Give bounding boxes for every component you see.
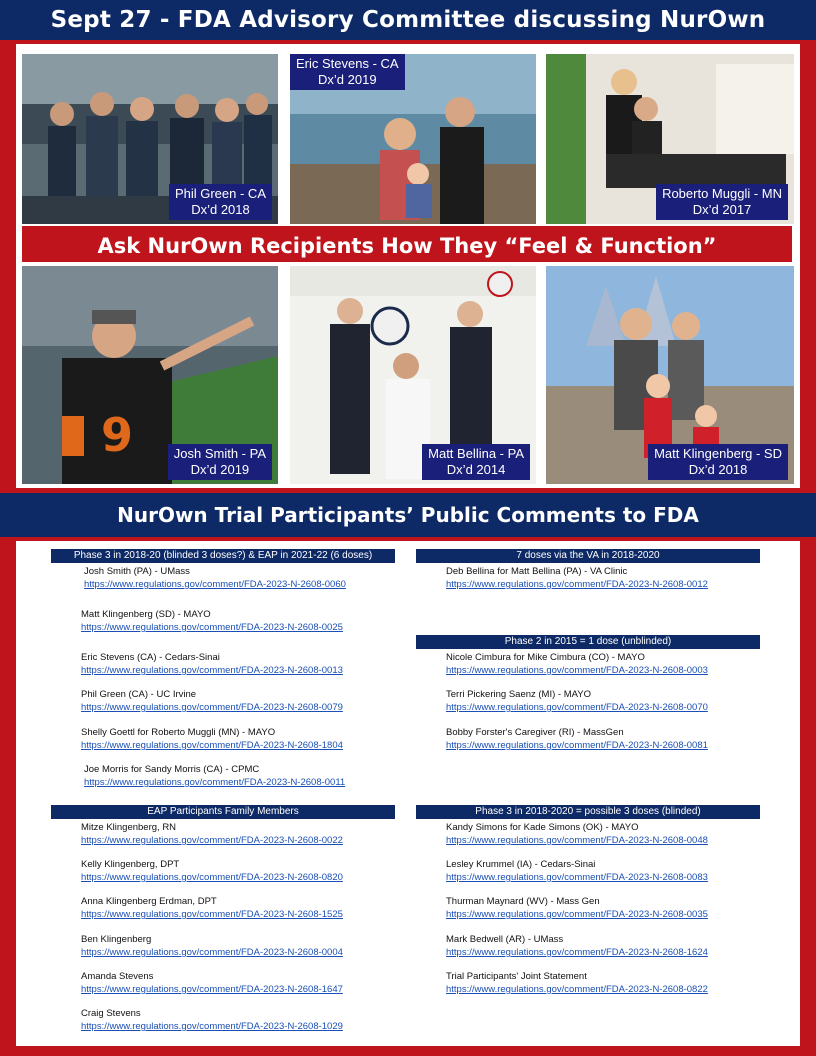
caption-name: Phil Green - CA xyxy=(174,186,266,201)
comment-entry xyxy=(84,565,346,591)
comment-entry xyxy=(84,763,345,789)
comment-entry xyxy=(446,895,708,921)
group-header-eap-family: EAP Participants Family Members xyxy=(51,805,395,819)
comment-entry xyxy=(81,726,343,752)
caption-name: Eric Stevens - CA xyxy=(296,56,399,71)
page-title: Sept 27 - FDA Advisory Committee discussing NurOwn xyxy=(0,0,816,40)
commenter-name: Craig Stevens xyxy=(81,1008,141,1019)
comment-link[interactable]: https://www.regulations.gov/comment/FDA-2023-N-2608-0822 xyxy=(446,984,708,995)
comment-link[interactable]: https://www.regulations.gov/comment/FDA-2023-N-2608-1804 xyxy=(81,740,343,751)
comment-link[interactable]: https://www.regulations.gov/comment/FDA-2023-N-2608-0079 xyxy=(81,702,343,713)
commenter-name: Kandy Simons for Kade Simons (OK) - MAYO xyxy=(446,822,639,833)
comment-entry xyxy=(81,1007,343,1033)
comment-entry xyxy=(446,933,708,959)
photo-matt-bellina xyxy=(290,266,536,484)
comment-entry xyxy=(446,565,708,591)
commenter-name: Lesley Krummel (IA) - Cedars-Sinai xyxy=(446,859,596,870)
comment-entry xyxy=(446,688,708,714)
commenter-name: Mitze Klingenberg, RN xyxy=(81,822,177,833)
comment-entry xyxy=(81,933,343,959)
comment-link[interactable]: https://www.regulations.gov/comment/FDA-2023-N-2608-1029 xyxy=(81,1021,343,1032)
comment-entry xyxy=(81,821,343,847)
comment-entry xyxy=(81,970,343,996)
commenter-name: Eric Stevens (CA) - Cedars-Sinai xyxy=(81,652,220,663)
comment-link[interactable]: https://www.regulations.gov/comment/FDA-2023-N-2608-0022 xyxy=(81,835,343,846)
commenter-name: Thurman Maynard (WV) - Mass Gen xyxy=(446,896,600,907)
comment-link[interactable]: https://www.regulations.gov/comment/FDA-2023-N-2608-0011 xyxy=(84,777,346,788)
photo-caption xyxy=(168,444,272,480)
caption-name: Matt Klingenberg - SD xyxy=(654,446,782,461)
commenter-name: Ben Klingenberg xyxy=(81,934,152,945)
comment-link[interactable]: https://www.regulations.gov/comment/FDA-2023-N-2608-0013 xyxy=(81,665,343,676)
photo-phil-green xyxy=(22,54,278,224)
photo-caption xyxy=(169,184,272,220)
caption-diagnosis: Dx’d 2018 xyxy=(688,462,748,477)
commenter-name: Terri Pickering Saenz (MI) - MAYO xyxy=(446,689,591,700)
comment-link[interactable]: https://www.regulations.gov/comment/FDA-2023-N-2608-0081 xyxy=(446,740,708,751)
photo-caption xyxy=(648,444,788,480)
commenter-name: Mark Bedwell (AR) - UMass xyxy=(446,934,564,945)
caption-name: Josh Smith - PA xyxy=(173,446,266,461)
svg-text:9: 9 xyxy=(100,408,134,462)
comment-link[interactable]: https://www.regulations.gov/comment/FDA-2023-N-2608-0003 xyxy=(446,665,708,676)
caption-diagnosis: Dx’d 2019 xyxy=(190,462,250,477)
comment-link[interactable]: https://www.regulations.gov/comment/FDA-2023-N-2608-0035 xyxy=(446,909,708,920)
commenter-name: Josh Smith (PA) - UMass xyxy=(84,566,190,577)
commenter-name: Matt Klingenberg (SD) - MAYO xyxy=(81,609,211,620)
caption-diagnosis: Dx’d 2018 xyxy=(191,202,250,217)
comment-link[interactable]: https://www.regulations.gov/comment/FDA-2023-N-2608-0004 xyxy=(81,947,343,958)
commenter-name: Nicole Cimbura for Mike Cimbura (CO) - MAYO xyxy=(446,652,645,663)
comment-link[interactable]: https://www.regulations.gov/comment/FDA-2023-N-2608-1525 xyxy=(81,909,343,920)
commenter-name: Phil Green (CA) - UC Irvine xyxy=(81,689,197,700)
commenter-name: Trial Participants' Joint Statement xyxy=(446,971,587,982)
group-header-phase3-blinded: Phase 3 in 2018-2020 = possible 3 doses (blinded) xyxy=(416,805,760,819)
photo-josh-smith xyxy=(22,266,278,484)
commenter-name: Amanda Stevens xyxy=(81,971,154,982)
comment-entry xyxy=(446,726,708,752)
comment-link[interactable]: https://www.regulations.gov/comment/FDA-2023-N-2608-0083 xyxy=(446,872,708,883)
caption-diagnosis: Dx’d 2017 xyxy=(692,202,752,217)
comment-entry xyxy=(81,895,343,921)
comment-entry xyxy=(446,858,708,884)
section-title: NurOwn Trial Participants’ Public Comments to FDA xyxy=(0,493,816,537)
caption-diagnosis: Dx’d 2019 xyxy=(318,72,377,87)
comment-link[interactable]: https://www.regulations.gov/comment/FDA-2023-N-2608-1624 xyxy=(446,947,708,958)
group-header-phase3-eap: Phase 3 in 2018-20 (blinded 3 doses?) & EAP in 2021-22 (6 doses) xyxy=(51,549,395,563)
photo-caption xyxy=(656,184,788,220)
photo-caption xyxy=(290,54,405,90)
comment-link[interactable]: https://www.regulations.gov/comment/FDA-2023-N-2608-0048 xyxy=(446,835,708,846)
comment-entry xyxy=(81,688,343,714)
comment-entry xyxy=(446,821,708,847)
commenter-name: Anna Klingenberg Erdman, DPT xyxy=(81,896,217,907)
photo-matt-klingenberg xyxy=(546,266,794,484)
comments-panel xyxy=(16,541,800,1046)
photo-caption xyxy=(422,444,530,480)
caption-name: Roberto Muggli - MN xyxy=(662,186,782,201)
commenter-name: Bobby Forster's Caregiver (RI) - MassGen xyxy=(446,727,624,738)
comment-entry xyxy=(446,651,708,677)
group-header-va: 7 doses via the VA in 2018-2020 xyxy=(416,549,760,563)
commenter-name: Joe Morris for Sandy Morris (CA) - CPMC xyxy=(84,764,260,775)
group-header-phase2: Phase 2 in 2015 = 1 dose (unblinded) xyxy=(416,635,760,649)
commenter-name: Shelly Goettl for Roberto Muggli (MN) - MAYO xyxy=(81,727,276,738)
commenter-name: Kelly Klingenberg, DPT xyxy=(81,859,180,870)
comment-entry xyxy=(81,651,343,677)
comment-entry xyxy=(81,608,343,634)
caption-diagnosis: Dx’d 2014 xyxy=(446,462,506,477)
comment-link[interactable]: https://www.regulations.gov/comment/FDA-2023-N-2608-0025 xyxy=(81,622,343,633)
photo-eric-stevens xyxy=(290,54,536,224)
caption-name: Matt Bellina - PA xyxy=(428,446,524,461)
comment-link[interactable]: https://www.regulations.gov/comment/FDA-2023-N-2608-0820 xyxy=(81,872,343,883)
comment-link[interactable]: https://www.regulations.gov/comment/FDA-2023-N-2608-1647 xyxy=(81,984,343,995)
comment-link[interactable]: https://www.regulations.gov/comment/FDA-2023-N-2608-0070 xyxy=(446,702,708,713)
comment-link[interactable]: https://www.regulations.gov/comment/FDA-2023-N-2608-0012 xyxy=(446,579,708,590)
comment-entry xyxy=(81,858,343,884)
photo-roberto-muggli xyxy=(546,54,794,224)
comment-entry xyxy=(446,970,708,996)
headline-banner: Ask NurOwn Recipients How They “Feel & Function” xyxy=(22,224,792,264)
commenter-name: Deb Bellina for Matt Bellina (PA) - VA Clinic xyxy=(446,566,628,577)
comment-link[interactable]: https://www.regulations.gov/comment/FDA-2023-N-2608-0060 xyxy=(84,579,346,590)
photo-collage xyxy=(16,44,800,488)
